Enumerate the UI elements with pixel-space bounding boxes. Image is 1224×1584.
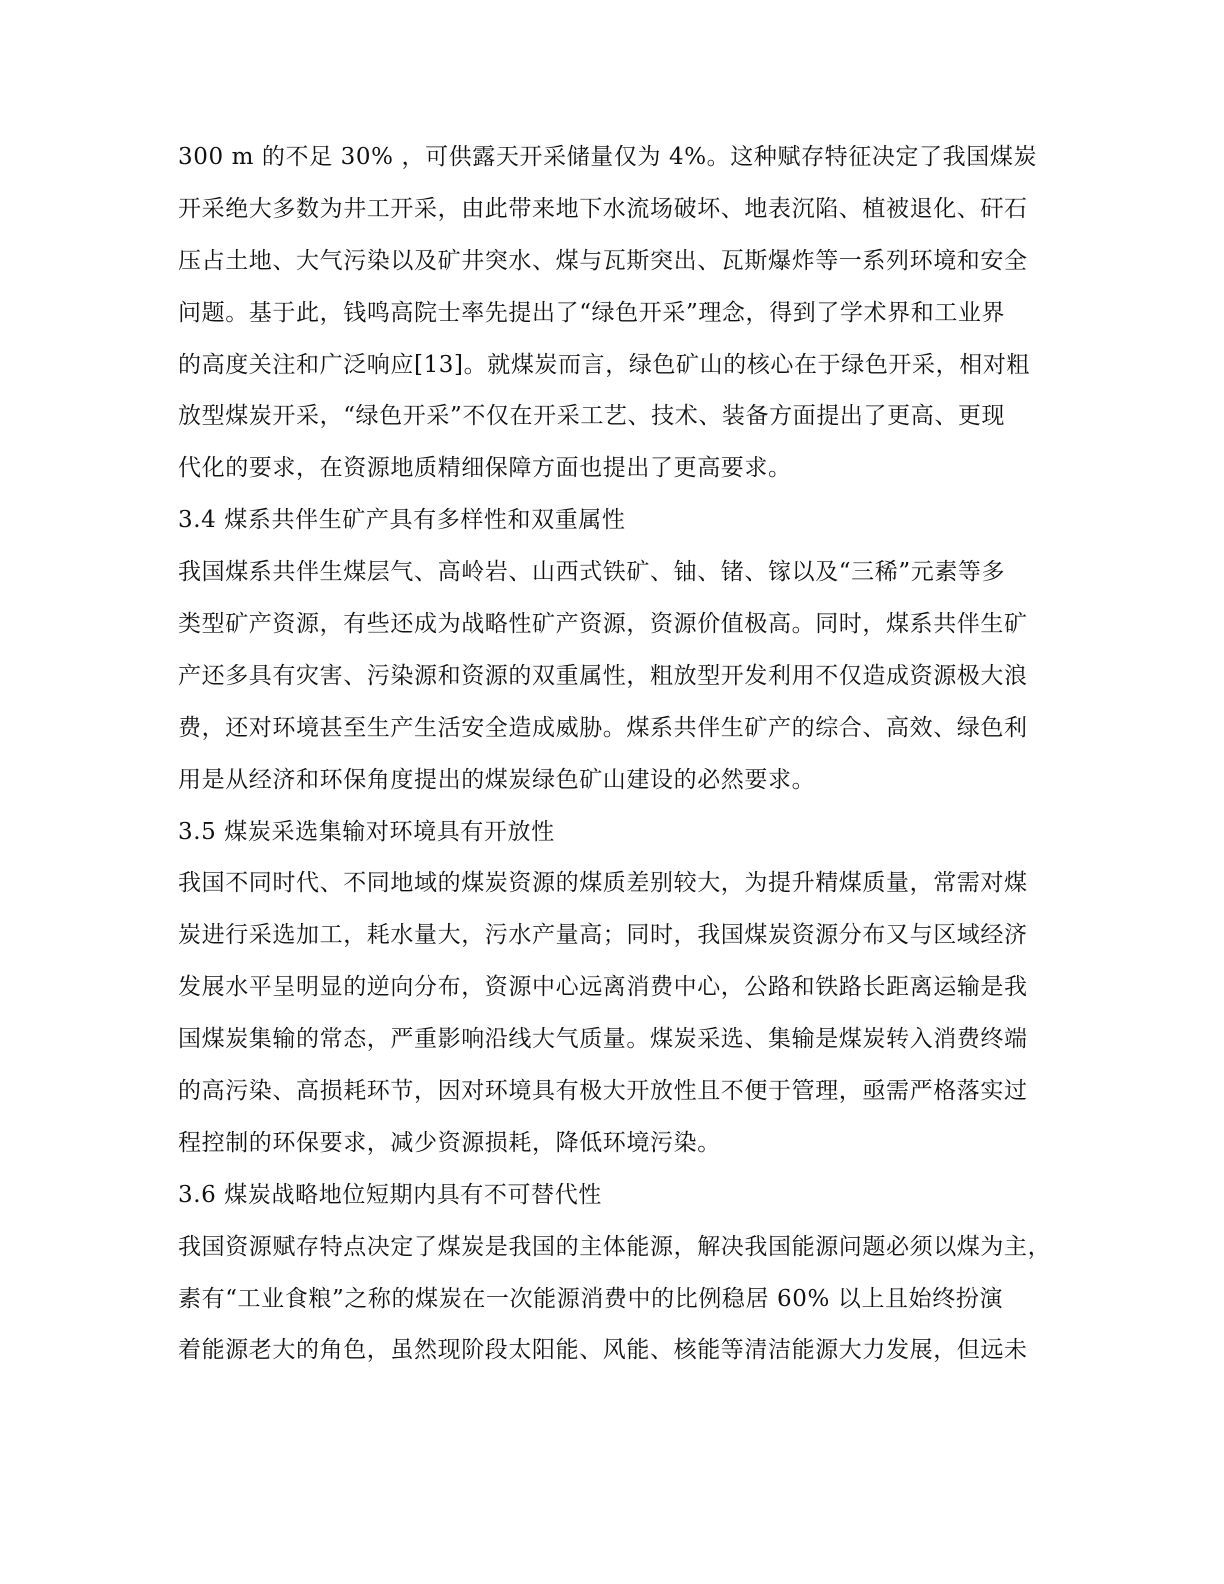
body-line: 300 m 的不足 30% ，可供露天开采储量仅为 4%。这种赋存特征决定了我国煤炭 <box>178 144 1038 170</box>
body-line: 类型矿产资源，有些还成为战略性矿产资源，资源价值极高。同时，煤系共伴生矿 <box>178 611 1028 638</box>
body-line: 问题。基于此，钱鸣高院士率先提出了“绿色开采”理念，得到了学术界和工业界 <box>178 299 1006 326</box>
document-page <box>178 132 1052 1377</box>
body-line: 压占土地、大气污染以及矿井突水、煤与瓦斯突出、瓦斯爆炸等一系列环境和安全 <box>178 247 1028 274</box>
body-line: 产还多具有灾害、污染源和资源的双重属性，粗放型开发利用不仅造成资源极大浪 <box>178 662 1028 689</box>
section-heading-3-4: 3.4 煤系共伴生矿产具有多样性和双重属性 <box>178 507 626 534</box>
body-line: 我国资源赋存特点决定了煤炭是我国的主体能源，解决我国能源问题必须以煤为主， <box>178 1233 1052 1260</box>
section-heading-3-5: 3.5 煤炭采选集输对环境具有开放性 <box>178 818 555 845</box>
body-line: 程控制的环保要求，减少资源损耗，降低环境污染。 <box>178 1129 721 1156</box>
body-line: 国煤炭集输的常态，严重影响沿线大气质量。煤炭采选、集输是煤炭转入消费终端 <box>178 1026 1028 1053</box>
body-line: 用是从经济和环保角度提出的煤炭绿色矿山建设的必然要求。 <box>178 766 816 793</box>
section-heading-3-6: 3.6 煤炭战略地位短期内具有不可替代性 <box>178 1181 602 1208</box>
body-line: 的高度关注和广泛响应[13]。就煤炭而言，绿色矿山的核心在于绿色开采，相对粗 <box>178 351 1031 378</box>
body-line: 炭进行采选加工，耗水量大，污水产量高；同时，我国煤炭资源分布又与区域经济 <box>178 922 1028 949</box>
body-line: 代化的要求，在资源地质精细保障方面也提出了更高要求。 <box>178 455 792 482</box>
body-line: 我国煤系共伴生煤层气、高岭岩、山西式铁矿、铀、锗、镓以及“三稀”元素等多 <box>178 559 1006 586</box>
body-line: 素有“工业食粮”之称的煤炭在一次能源消费中的比例稳居 60% 以上且始终扮演 <box>178 1285 1004 1312</box>
body-line: 开采绝大多数为井工开采，由此带来地下水流场破坏、地表沉陷、植被退化、矸石 <box>178 195 1028 222</box>
body-line: 费，还对环境甚至生产生活安全造成威胁。煤系共伴生矿产的综合、高效、绿色利 <box>178 714 1028 741</box>
body-line: 着能源老大的角色，虽然现阶段太阳能、风能、核能等清洁能源大力发展，但远未 <box>178 1337 1028 1364</box>
body-line: 发展水平呈明显的逆向分布，资源中心远离消费中心，公路和铁路长距离运输是我 <box>178 974 1028 1001</box>
body-line: 放型煤炭开采，“绿色开采”不仅在开采工艺、技术、装备方面提出了更高、更现 <box>178 403 1006 430</box>
body-line: 我国不同时代、不同地域的煤炭资源的煤质差别较大，为提升精煤质量，常需对煤 <box>178 870 1028 897</box>
body-line: 的高污染、高损耗环节，因对环境具有极大开放性且不便于管理，亟需严格落实过 <box>178 1078 1028 1105</box>
